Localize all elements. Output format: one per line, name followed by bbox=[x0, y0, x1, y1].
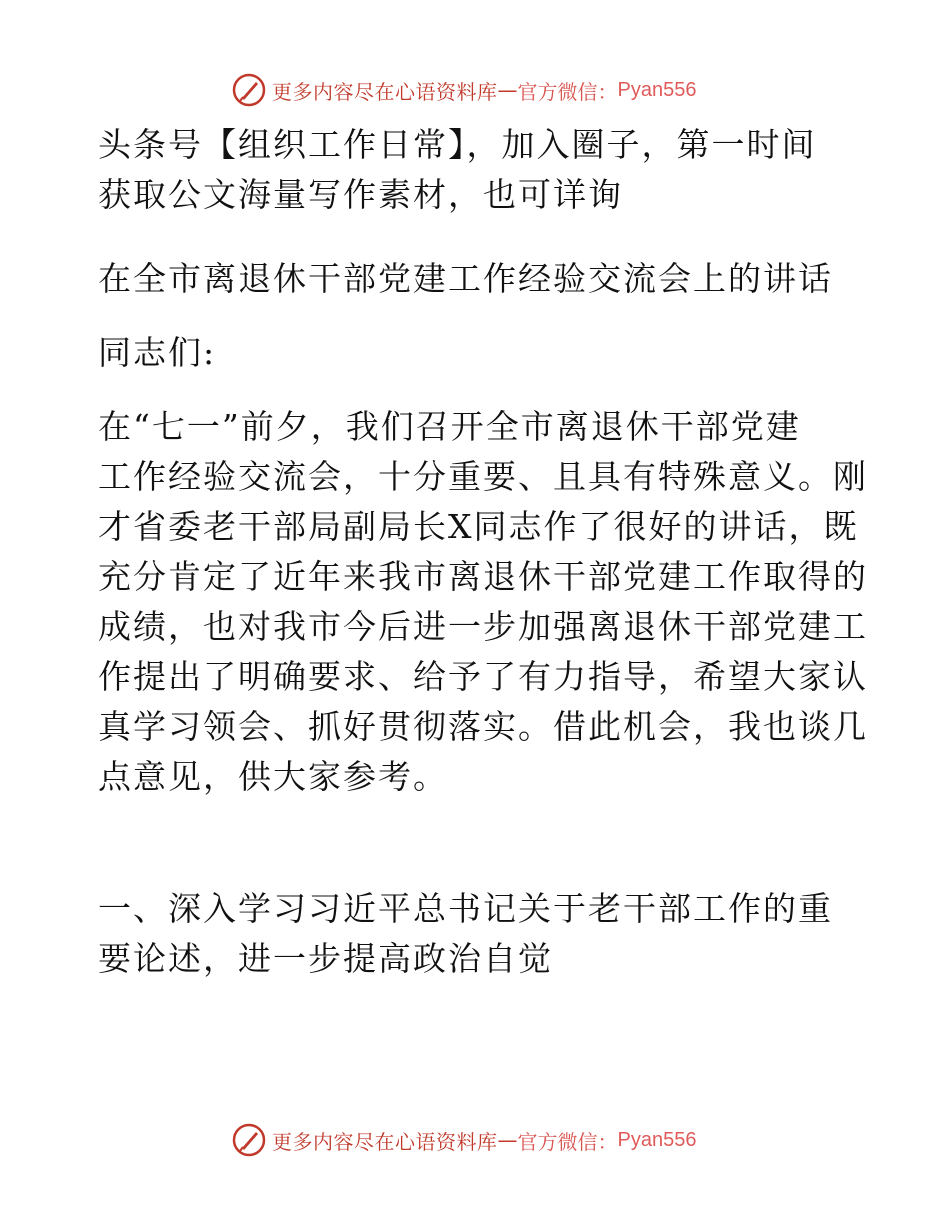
paragraph-line: 作提出了明确要求、给予了有力指导，希望大家认 bbox=[98, 657, 868, 696]
section-heading-1 bbox=[98, 884, 858, 984]
watermark-wechat-id: Pyan556 bbox=[617, 78, 697, 101]
section-heading-line: 要论述，进一步提高政治自觉 bbox=[98, 939, 553, 978]
intro-line: 头条号【组织工作日常】，加入圈子，第一时间 bbox=[98, 125, 817, 164]
watermark-sub-text: 官方微信： bbox=[517, 1129, 618, 1154]
paragraph-line: 才省委老干部局副局长X同志作了很好的讲话，既 bbox=[98, 507, 859, 546]
intro-notice bbox=[98, 120, 858, 220]
footer-watermark bbox=[232, 1120, 752, 1160]
paragraph-line: 成绩，也对我市今后进一步加强离退休干部党建工 bbox=[98, 607, 868, 646]
paragraph-line: 工作经验交流会，十分重要、且具有特殊意义。刚 bbox=[98, 457, 868, 496]
watermark-sub-text: 官方微信： bbox=[517, 79, 618, 104]
paragraph-line: 充分肯定了近年来我市离退休干部党建工作取得的 bbox=[98, 557, 868, 596]
body-paragraph bbox=[98, 402, 868, 802]
paragraph-line: 真学习领会、抓好贯彻落实。借此机会，我也谈几 bbox=[98, 707, 868, 746]
paragraph-line: 点意见，供大家参考。 bbox=[98, 757, 448, 796]
section-heading-line: 一、深入学习习近平总书记关于老干部工作的重 bbox=[98, 889, 833, 928]
quill-logo-icon bbox=[232, 1123, 266, 1157]
intro-line: 获取公文海量写作素材，也可详询 bbox=[98, 175, 623, 214]
paragraph-line: 在“七一”前夕，我们召开全市离退休干部党建 bbox=[98, 407, 801, 446]
quill-logo-icon bbox=[232, 73, 266, 107]
watermark-dash: — bbox=[497, 78, 518, 102]
watermark-main-text: 更多内容尽在心语资料库 bbox=[272, 1129, 498, 1154]
watermark-wechat-id: Pyan556 bbox=[617, 1128, 697, 1151]
watermark-main-text: 更多内容尽在心语资料库 bbox=[272, 79, 498, 104]
document-title: 在全市离退休干部党建工作经验交流会上的讲话 bbox=[98, 259, 833, 298]
salutation: 同志们: bbox=[98, 333, 217, 372]
watermark-dash: — bbox=[497, 1128, 518, 1152]
header-watermark bbox=[232, 70, 752, 110]
